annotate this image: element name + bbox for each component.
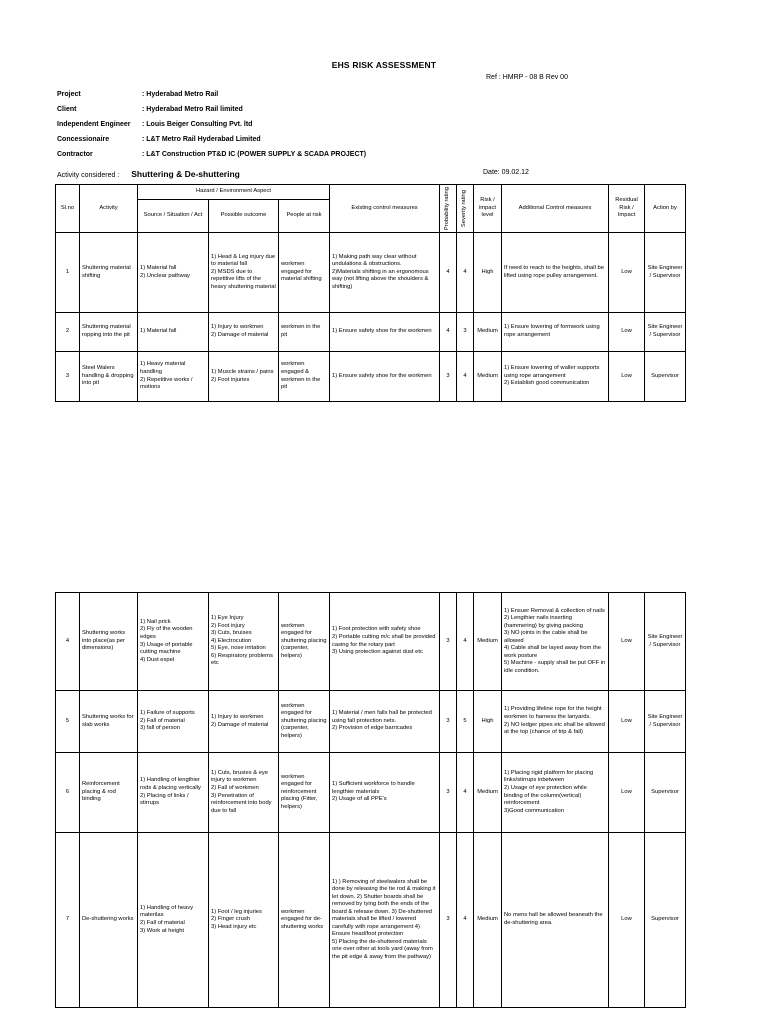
risk-table-bottom <box>55 592 686 1008</box>
meta-project: Project : Hyderabad Metro Rail <box>57 91 219 98</box>
table-cell: Site Engineer / Supervisor <box>645 593 686 691</box>
table-cell: workmen engaged for de-shuttering works <box>279 833 330 1008</box>
table-cell: workmen in the pit <box>279 313 330 352</box>
table-cell: 1) Ensure lowering of formwork using rope arrangement <box>502 313 609 352</box>
table-row <box>56 352 686 402</box>
table-cell: 6 <box>56 753 80 833</box>
table-row <box>56 593 686 691</box>
table-cell: 5 <box>457 691 474 753</box>
table-cell: Site Engineer / Supervisor <box>645 313 686 352</box>
document-title: EHS RISK ASSESSMENT <box>331 60 437 70</box>
table-cell: 4 <box>56 593 80 691</box>
table-cell: 1 <box>56 233 80 313</box>
header-source: Source / Situation / Act <box>138 200 209 233</box>
assessment-date: Date: 09.02.12 <box>483 169 529 176</box>
table-cell: Supervisor <box>645 753 686 833</box>
table-cell: Low <box>609 753 645 833</box>
table-cell: Shuttering works into place(as per dimensions) <box>80 593 138 691</box>
table-cell: 7 <box>56 833 80 1008</box>
table-cell: 1) Handling of heavy materilas 2) Fall of material 3) Work at height <box>138 833 209 1008</box>
table-row <box>56 753 686 833</box>
table-cell: 1) Foot / leg injuries 2) Finger crush 3) Head injury etc <box>209 833 279 1008</box>
table-cell: Supervisor <box>645 352 686 402</box>
header-people: People at risk <box>279 200 330 233</box>
table-cell: 1) Ensure safety shoe for the workmen <box>330 352 440 402</box>
header-hazard: Hazard / Environment Aspect <box>138 185 330 200</box>
meta-contractor: Contractor : L&T Construction PT&D IC (POWER SUPPLY & SCADA PROJECT) <box>57 151 367 158</box>
table-cell: workmen engaged & workmen in the pit <box>279 352 330 402</box>
table-cell: If need to reach to the heights, shall be lifted using rope pulley arrangement. <box>502 233 609 313</box>
table-cell: workmen engaged for reinforcement placing (Fitter, helpers) <box>279 753 330 833</box>
table-cell: 3 <box>56 352 80 402</box>
table-cell: Medium <box>474 352 502 402</box>
table-cell: 1) Sufficient workforce to handle lengthier materials 2) Usage of all PPE's <box>330 753 440 833</box>
table-cell: No mens hall be allowed beaneath the de-shuttering area. <box>502 833 609 1008</box>
table-cell: 3 <box>440 352 457 402</box>
table-cell: Medium <box>474 593 502 691</box>
table-cell: 1) Providing lifeline rope for the height workmen to harness the lanyards. 2) NO ledger pipes etc shall be allowed at the top (chance of trip & fall) <box>502 691 609 753</box>
header-activity: Activity <box>80 185 138 233</box>
table-cell: Medium <box>474 313 502 352</box>
header-severity: Severity rating <box>457 185 474 233</box>
table-cell: workmen engaged for shuttering placing (carpenter, helpers) <box>279 691 330 753</box>
table-cell: De-shuttering works <box>80 833 138 1008</box>
activity-considered: Activity considered : Shuttering & De-shuttering <box>57 169 240 179</box>
table-cell: High <box>474 233 502 313</box>
header-risk: Risk / impact level <box>474 185 502 233</box>
table-cell: 1) Making path way clear without undulations & obstructions. 2)Materials shifting in an ergonomous way (not lifting above the shoulders & shifting) <box>330 233 440 313</box>
table-cell: Site Engineer / Supervisor <box>645 233 686 313</box>
table-cell: Low <box>609 833 645 1008</box>
table-cell: 3 <box>457 313 474 352</box>
table-cell: High <box>474 691 502 753</box>
table-row <box>56 233 686 313</box>
header-additional: Additional Control measures <box>502 185 609 233</box>
table-cell: 4 <box>440 313 457 352</box>
risk-table-top <box>55 184 686 402</box>
table-cell: Reinforcement placing & rod binding <box>80 753 138 833</box>
table-cell: 4 <box>457 233 474 313</box>
header-slno: Sl.no <box>56 185 80 233</box>
header-probability: Probability rating <box>440 185 457 233</box>
table-cell: 1) Material fall 2) Unclear pathway <box>138 233 209 313</box>
table-cell: Medium <box>474 833 502 1008</box>
table-cell: Shuttering material ropping into the pit <box>80 313 138 352</box>
table-cell: 1) Injury to workmen 2) Damage of material <box>209 691 279 753</box>
table-cell: Shuttering material shifting <box>80 233 138 313</box>
table-cell: 1) ) Removing of steelwalers shall be done by releasing the tie rod & making it let down. 2) Shutter boards shall be removed by tying both the ends of the board & release down. 3) De-shuttered materials shall be lifted / lowered carefully with rope arrangement 4) Ensure head/foot protection 5) Placing the de-shuttered materials one over other at tools yard (away from the pit edge & away from the pathway) <box>330 833 440 1008</box>
table-cell: 3 <box>440 833 457 1008</box>
table-cell: Medium <box>474 753 502 833</box>
table-cell: 1) Muscle strains / pains 2) Foot injuries <box>209 352 279 402</box>
table-cell: Site Engineer / Supervisor <box>645 691 686 753</box>
table-cell: 1) Foot protection with safety shoe 2) Portable cutting m/c shall be provided casing for the rotary part 3) Using protection against dust etc <box>330 593 440 691</box>
table-cell: Low <box>609 233 645 313</box>
meta-independent-engineer: Independent Engineer : Louis Beiger Consulting Pvt. ltd <box>57 121 253 128</box>
reference-number: Ref : HMRP - 08 B Rev 00 <box>486 74 568 81</box>
table-cell: Low <box>609 352 645 402</box>
table-cell: 3 <box>440 691 457 753</box>
table-cell: 4 <box>457 833 474 1008</box>
table-cell: workmen engaged for shuttering placing (carpenter, helpers) <box>279 593 330 691</box>
table-cell: 4 <box>457 753 474 833</box>
header-action: Action by <box>645 185 686 233</box>
table-cell: 4 <box>457 352 474 402</box>
table-row <box>56 313 686 352</box>
table-cell: Supervisor <box>645 833 686 1008</box>
header-residual: Residual Risk / Impact <box>609 185 645 233</box>
table-cell: 4 <box>457 593 474 691</box>
table-cell: 1) Placing rigid platform for placing links/stirrups inbetween 2) Usage of eye protection while binding of the column(vertical) reinforcement 3)Good communication <box>502 753 609 833</box>
header-outcome: Possible outcome <box>209 200 279 233</box>
table-row <box>56 691 686 753</box>
table-cell: Shuttering works for slab works <box>80 691 138 753</box>
table-cell: 1) Material fall <box>138 313 209 352</box>
table-cell: 1) Ensure safety shoe for the workmen <box>330 313 440 352</box>
table-cell: 2 <box>56 313 80 352</box>
table-cell: 1) Cuts, brusies & eye injury to workmen 2) Fall of workmen 3) Penetration of reinforcement into body due to fall <box>209 753 279 833</box>
table-cell: Low <box>609 313 645 352</box>
table-cell: 1) Ensure lowering of waller supports using rope arrangement 2) Establish good communication <box>502 352 609 402</box>
table-cell: 1) Injury to workmen 2) Damage of material <box>209 313 279 352</box>
table-row <box>56 833 686 1008</box>
header-existing: Existing control measures <box>330 185 440 233</box>
table-cell: 5 <box>56 691 80 753</box>
table-cell: Low <box>609 593 645 691</box>
table-cell: 1) Head & Leg injury due to material fall 2) MSDS due to repetitive lifts of the heavy shuttering material <box>209 233 279 313</box>
meta-client: Client : Hyderabad Metro Rail limited <box>57 106 243 113</box>
table-cell: 1) Heavy material handling 2) Repetitive works / motions <box>138 352 209 402</box>
table-cell: 1) Material / men falls hall be protected using fall protection nets. 2) Provision of edge barricades <box>330 691 440 753</box>
table-cell: 1) Eye Injury 2) Foot injury 3) Cuts, bruises 4) Electrocution 5) Eye, nose irritation 6) Respiratory problems etc <box>209 593 279 691</box>
table-cell: 4 <box>440 233 457 313</box>
table-cell: 3 <box>440 593 457 691</box>
table-cell: workmen engaged for material shifting <box>279 233 330 313</box>
table-cell: Steel Walers handling & dropping into pit <box>80 352 138 402</box>
table-cell: 3 <box>440 753 457 833</box>
table-cell: 1) Ensuer Removal & collection of nails 2) Lengthier nails inserting (hammering) by giving packing 3) NO joints in the cable shall be allowed 4) Cable shall be layed away from the work posture 5) Machine - supply shall be put OFF in idle condition. <box>502 593 609 691</box>
meta-concessionaire: Concessionaire : L&T Metro Rail Hyderabad Limited <box>57 136 261 143</box>
table-cell: 1) Failure of supports 2) Fall of material 3) fall of person <box>138 691 209 753</box>
table-cell: 1) Handling of lengthier rods & placing vertically 2) Placing of links / stirrups <box>138 753 209 833</box>
table-cell: Low <box>609 691 645 753</box>
table-cell: 1) Nail prick 2) Fly of the wooden edges 3) Usage of portable cutting machine 4) Dust expel <box>138 593 209 691</box>
